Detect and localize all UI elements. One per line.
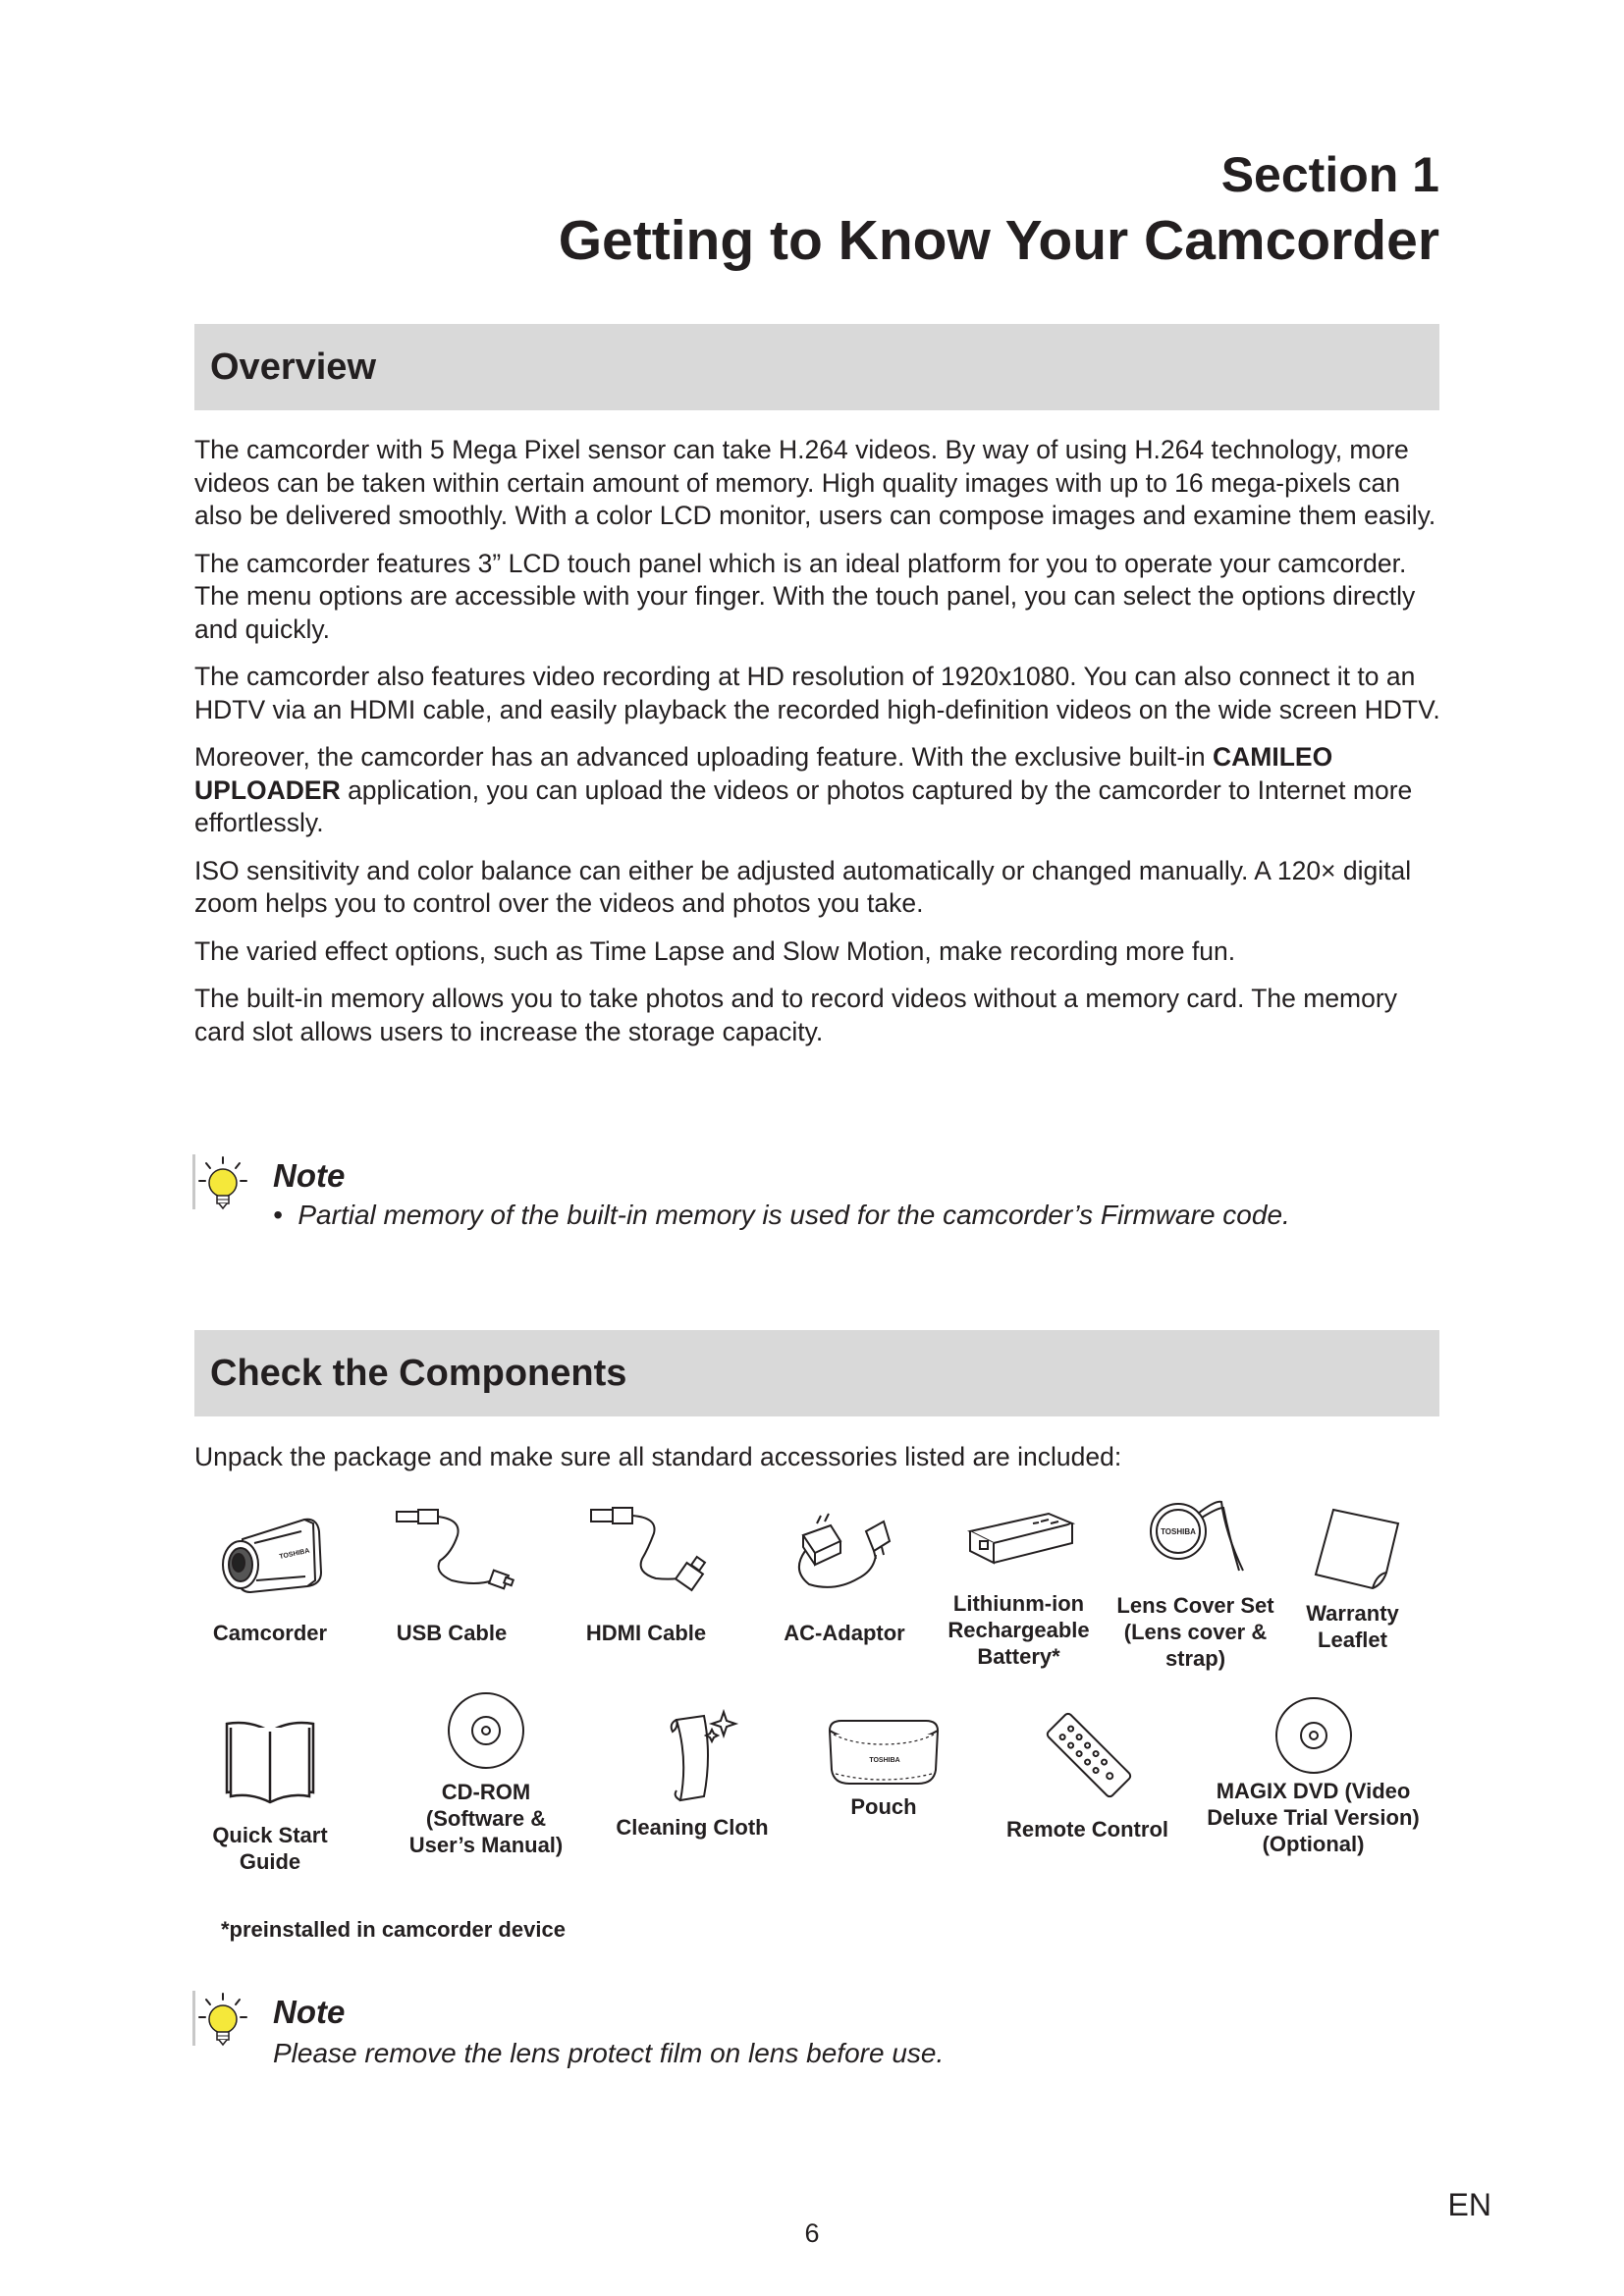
overview-heading: Overview xyxy=(194,324,1439,410)
note-text: Partial memory of the built-in memory is used for the camcorder’s Firmware code. xyxy=(298,1200,1290,1230)
component-cd-rom xyxy=(398,1686,574,1858)
cd-rom-icon xyxy=(442,1686,530,1775)
component-pouch xyxy=(805,1713,962,1820)
uploader-text-start: Moreover, the camcorder has an advanced uploading feature. With the exclusive built-in xyxy=(194,742,1214,772)
page-number: 6 xyxy=(804,2218,820,2248)
component-cleaning-cloth xyxy=(609,1706,776,1841)
component-label: AC-Adaptor xyxy=(784,1621,905,1645)
component-label: Lithiunm-ion Rechargeable Battery* xyxy=(947,1591,1090,1669)
overview-body xyxy=(194,434,1441,1063)
camileo-uploader-name: CAMILEO UPLOADER xyxy=(194,742,1333,805)
overview-paragraph: ISO sensitivity and color balance can either be adjusted automatically or changed manually. A 120× digital zoom helps you to control over the videos and photos you take. xyxy=(194,855,1412,918)
overview-paragraph: The built-in memory allows you to take photos and to record videos without a memory card. The memory card slot allows users to increase the storage capacity. xyxy=(194,984,1397,1046)
remote-control-icon xyxy=(1034,1706,1142,1804)
component-camcorder xyxy=(191,1502,349,1646)
component-label: Lens Cover Set (Lens cover & strap) xyxy=(1116,1593,1274,1671)
component-label: Warranty Leaflet xyxy=(1306,1601,1399,1652)
uploader-paragraph xyxy=(194,741,1441,840)
component-label: Pouch xyxy=(850,1794,917,1819)
component-label: CD-ROM (Software & User’s Manual) xyxy=(408,1780,564,1857)
section-heading xyxy=(559,145,1439,275)
usb-cable-icon xyxy=(383,1502,520,1600)
component-label: Camcorder xyxy=(212,1621,328,1645)
pouch-icon xyxy=(820,1713,947,1791)
component-ac-adaptor xyxy=(766,1502,923,1646)
book-icon xyxy=(211,1710,329,1808)
component-label: Remote Control xyxy=(1006,1817,1168,1842)
bullet: • xyxy=(273,1200,283,1230)
components-intro: Unpack the package and make sure all standard accessories listed are included: xyxy=(194,1442,1122,1471)
note-text: Please remove the lens protect film on lens before use. xyxy=(273,2038,945,2068)
note-title: Note xyxy=(273,1157,346,1194)
cloth-icon xyxy=(633,1706,751,1804)
note-title: Note xyxy=(273,1994,346,2030)
brand-mark: TOSHIBA xyxy=(1160,1527,1196,1536)
overview-paragraph: The varied effect options, such as Time Lapse and Slow Motion, make recording more fun. xyxy=(194,935,1236,966)
leaflet-icon xyxy=(1294,1502,1412,1600)
overview-paragraph: The camcorder features 3” LCD touch panel which is an ideal platform for you to operate your camcorder. The menu options are accessible with your finger. With the touch panel, you can select the options directly and quickly. xyxy=(194,548,1416,644)
component-label: MAGIX DVD (Video Deluxe Trial Version) (Optional) xyxy=(1207,1779,1420,1856)
ac-adaptor-icon xyxy=(776,1502,913,1600)
component-label: HDMI Cable xyxy=(585,1621,707,1645)
overview-paragraph: The camcorder with 5 Mega Pixel sensor can take H.264 videos. By way of using H.264 technology, more videos can be taken within certain amount of memory. High quality images with up to 16 mega-pixels can also be delivered smoothly. With a color LCD monitor, users can compose images and examine them easily. xyxy=(194,435,1436,530)
component-label: USB Cable xyxy=(396,1621,508,1645)
section-number: Section 1 xyxy=(1220,147,1439,202)
components-heading: Check the Components xyxy=(194,1330,1439,1416)
footnote: *preinstalled in camcorder device xyxy=(221,1917,566,1942)
component-lens-cover-set xyxy=(1114,1494,1276,1672)
section-title: Getting to Know Your Camcorder xyxy=(558,209,1439,272)
overview-paragraph: The camcorder also features video recording at HD resolution of 1920x1080. You can also connect it to an HDTV via an HDMI cable, and easily playback the recorded high-definition videos on the wide screen HDTV. xyxy=(194,662,1440,724)
component-label: Quick Start Guide xyxy=(212,1823,328,1874)
dvd-icon xyxy=(1272,1693,1356,1778)
language-marker: EN xyxy=(1447,2187,1491,2222)
hdmi-cable-icon xyxy=(577,1502,715,1600)
lens-cover-icon xyxy=(1127,1494,1265,1580)
battery-icon xyxy=(950,1502,1088,1580)
lightbulb-icon xyxy=(192,1991,251,2050)
component-remote-control xyxy=(1001,1706,1173,1842)
brand-mark: TOSHIBA xyxy=(278,1547,311,1561)
note-item xyxy=(273,1198,1290,1233)
component-usb-cable xyxy=(373,1502,530,1646)
component-label: Cleaning Cloth xyxy=(616,1815,769,1840)
lightbulb-icon xyxy=(192,1154,251,1213)
component-hdmi-cable xyxy=(568,1502,725,1646)
uploader-text-end: application, you can upload the videos or photos captured by the camcorder to Internet more effortlessly. xyxy=(194,774,1413,837)
component-warranty-leaflet xyxy=(1281,1502,1424,1653)
component-magix-dvd xyxy=(1193,1693,1434,1857)
component-battery xyxy=(943,1502,1095,1670)
component-quick-start-guide xyxy=(191,1710,349,1875)
camcorder-icon xyxy=(211,1502,329,1600)
brand-mark: TOSHIBA xyxy=(869,1757,900,1764)
